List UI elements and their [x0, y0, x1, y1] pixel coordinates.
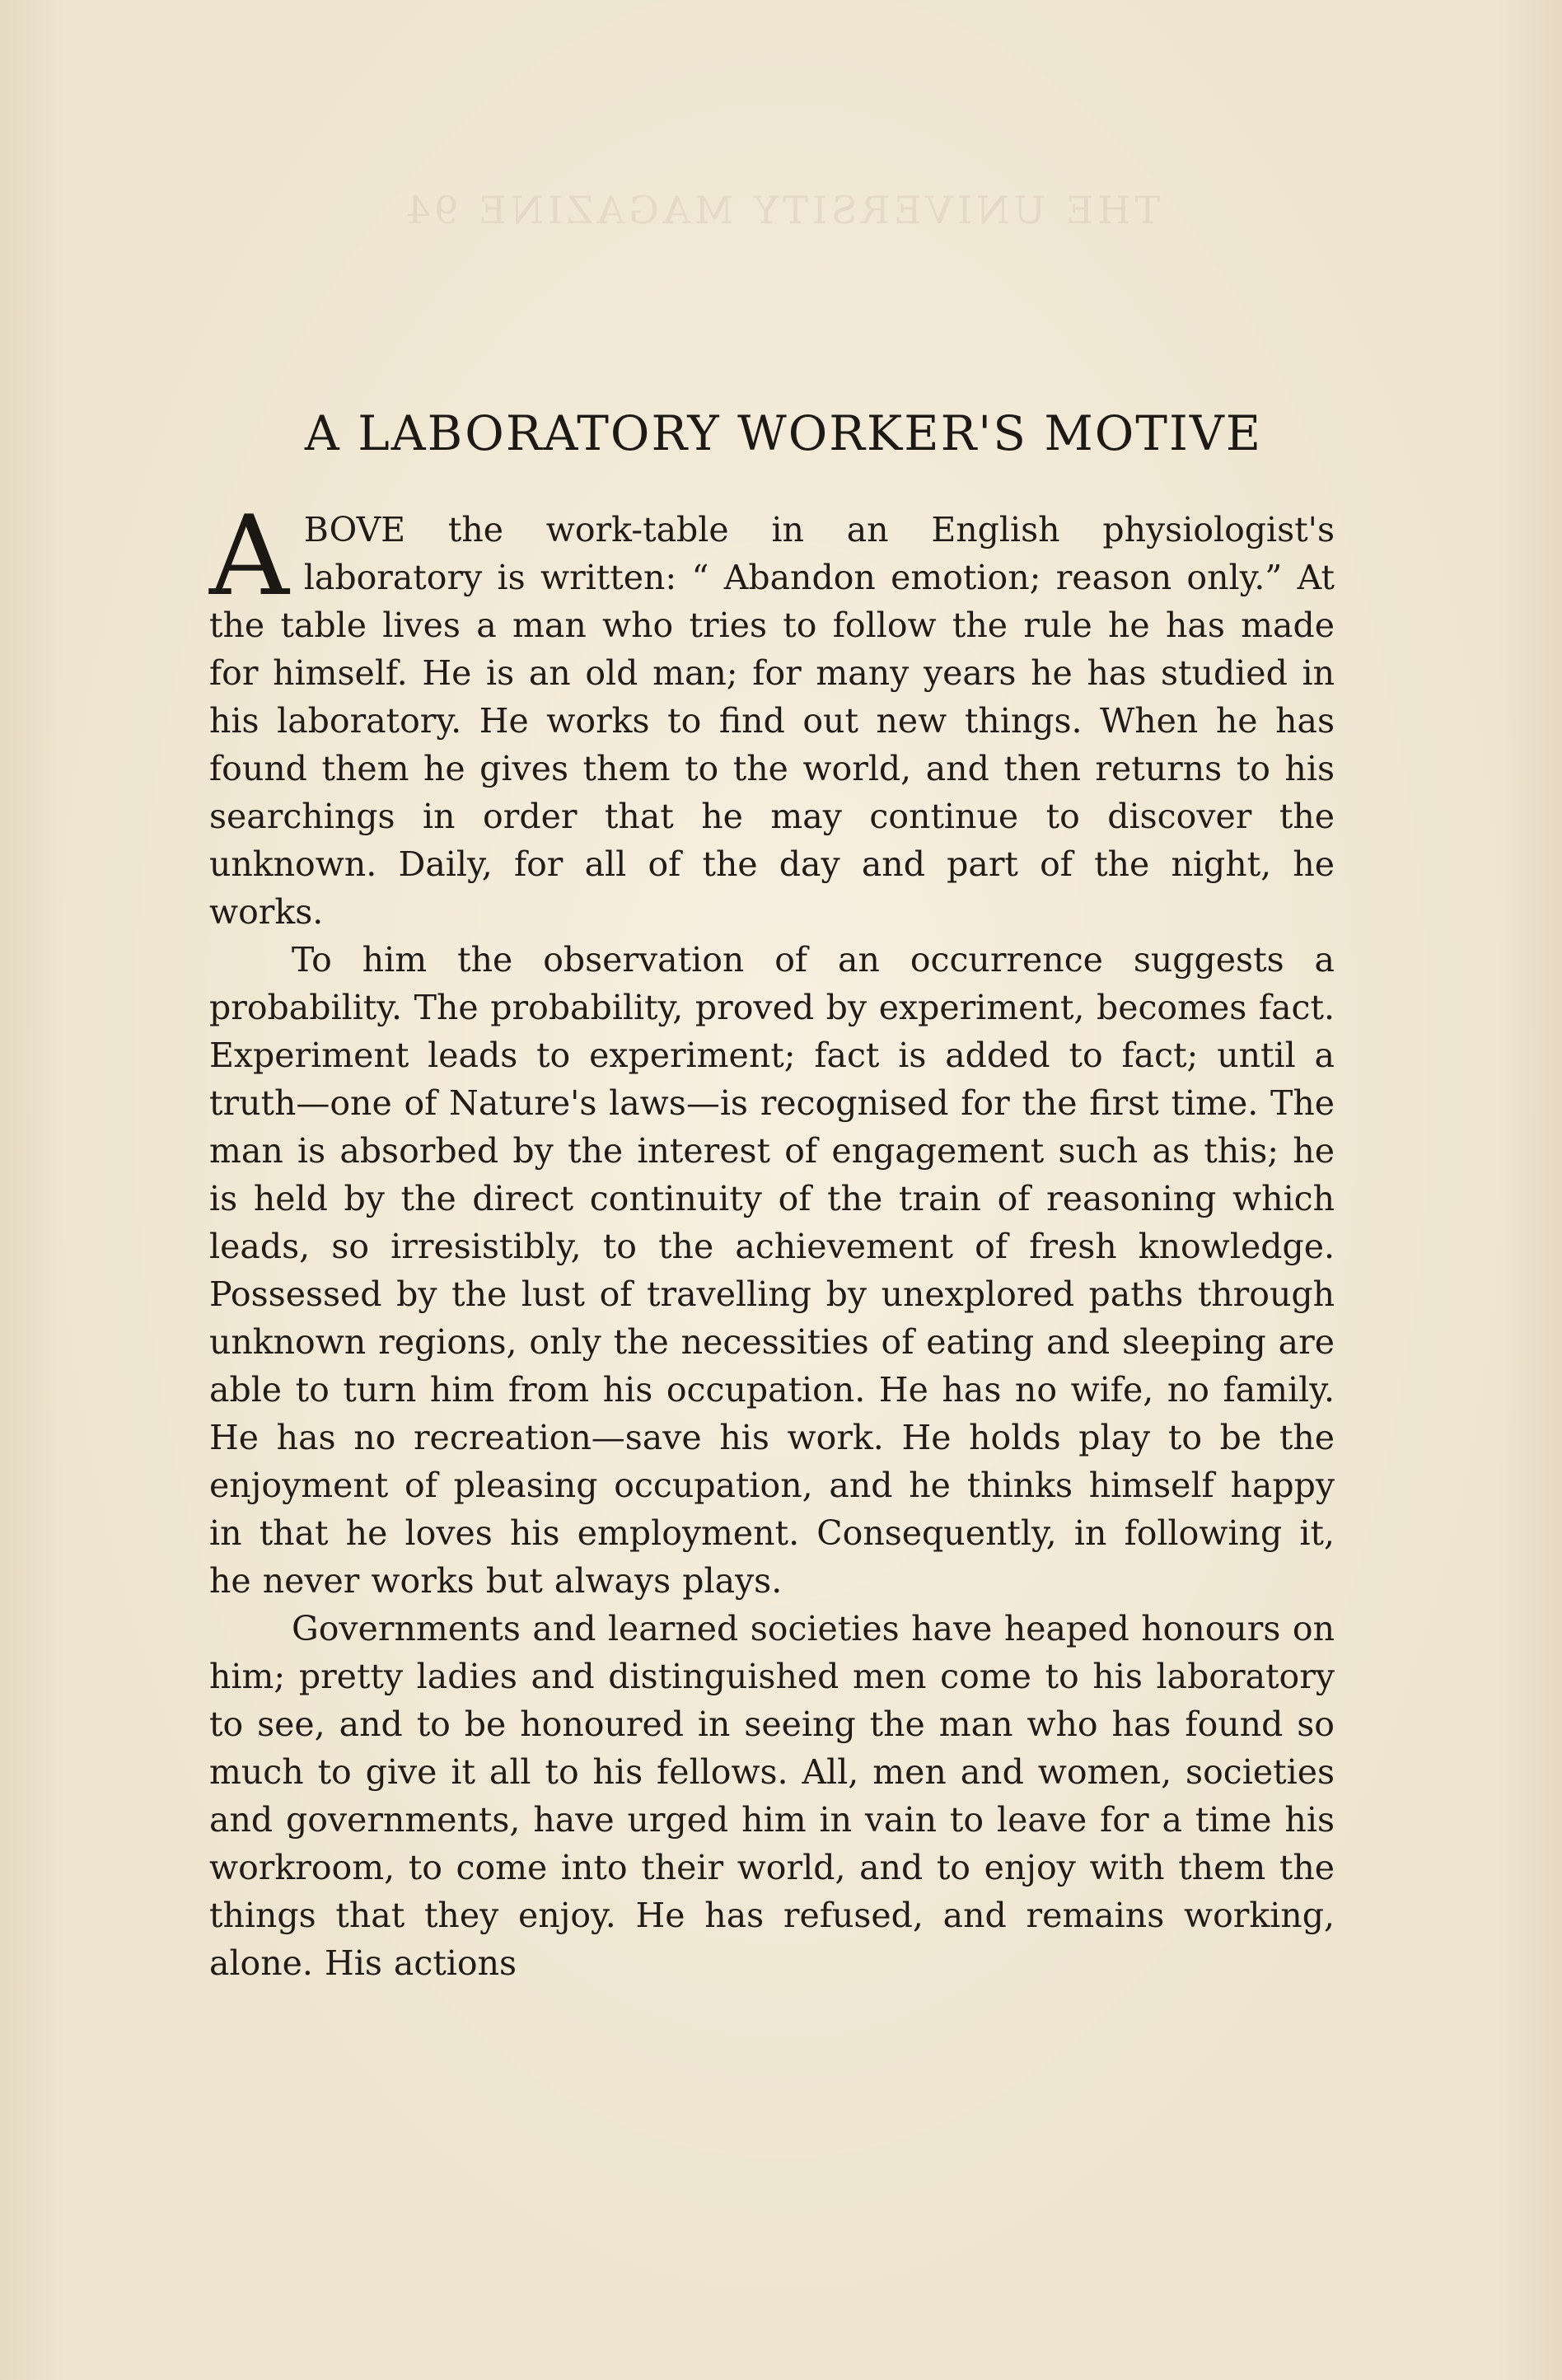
paragraph-3: Governments and learned societies have heaped honours on him; pretty ladies and distinguished men come to his laboratory to see, and to be honoured in seeing the man who has found so much to give it all to his fellows. All, men and women, societies and governments, have urged him in vain to leave for a time his workroom, to come into their world, and to enjoy with them the things that they enjoy. He has refused, and remains working, alone. His actions	[209, 1609, 1335, 1983]
article-title: A LABORATORY WORKER'S MOTIVE	[304, 405, 1263, 461]
paragraph-2: To him the observation of an occurrence suggests a probability. The probability, proved by experiment, becomes fact. Experiment leads to experiment; fact is added to fact; until a truth—one of Nature's laws—is recognised for the first time. The man is absorbed by the interest of engagement such as this; he is held by the direct continuity of the train of reasoning which leads, so irresistibly, to the achievement of fresh knowledge. Possessed by the lust of travelling by unexplored paths through unknown regions, only the necessities of eating and sleeping are able to turn him from his occupation. He has no wife, no family. He has no recreation—save his work. He holds play to be the enjoyment of pleasing occupation, and he thinks himself happy in that he loves his employment. Consequently, in following it, he never works but always plays.	[209, 940, 1335, 1601]
article-body	[209, 492, 1335, 1987]
drop-cap: A	[209, 492, 289, 620]
bleed-through-header: THE UNIVERSITY MAGAZINE 94	[401, 188, 1161, 232]
paragraph-1	[209, 492, 1335, 936]
paragraph-1-text: BOVE the work-table in an English physiologist's laboratory is written: “ Abandon emotion; reason only.” At the table lives a man who tries to follow the rule he has made for himself. He is an old man; for many years he has studied in his laboratory. He works to find out new things. When he has found them he gives them to the world, and then returns to his searchings in order that he may continue to discover the unknown. Daily, for all of the day and part of the night, he works.	[209, 510, 1335, 932]
